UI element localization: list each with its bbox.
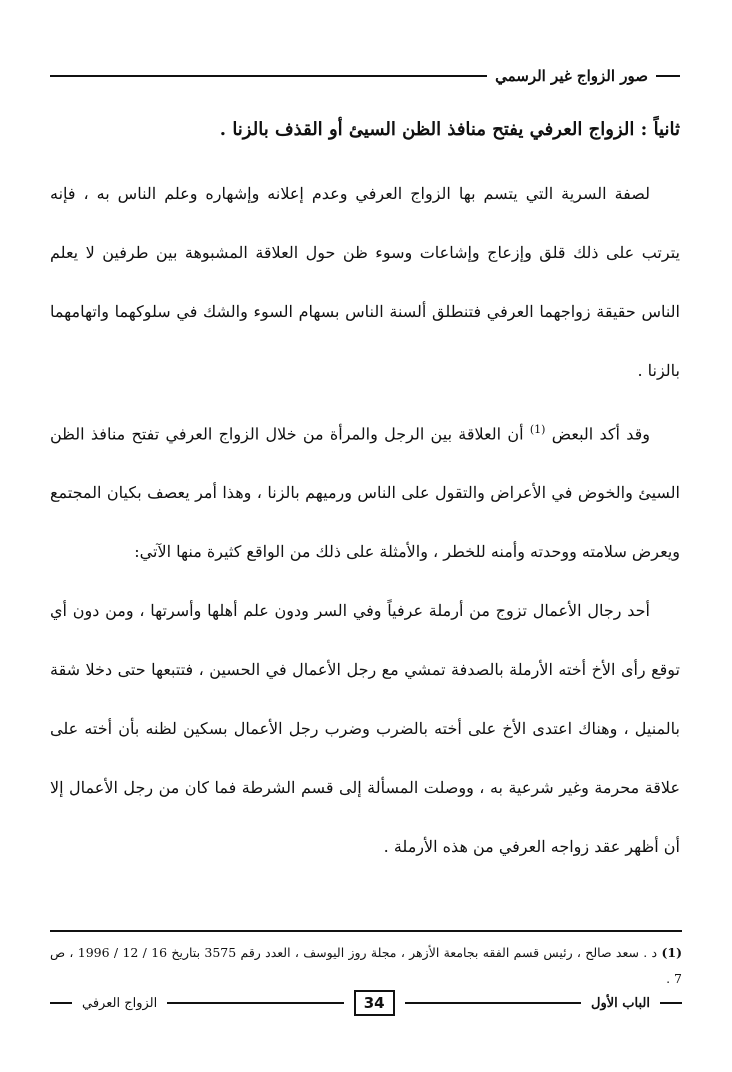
paragraph-1: لصفة السرية التي يتسم بها الزواج العرفي وعدم إعلانه وإشهاره وعلم الناس به ، فإنه يترتب على ذلك قلق وإزعاج وإشاعات وسوء ظن حول العلاقة المشبوهة بين طرفين لا يعلم الناس حقيقة زواجهما العرفي فتنطلق ألسنة الناس بسهام السوء والشك في سلوكهما واتهامهما بالزنا . [50, 184, 680, 380]
header-rule-long [50, 75, 487, 77]
footer-rule-right [660, 1002, 682, 1004]
running-footer [50, 988, 682, 1018]
section-heading: ثانياً : الزواج العرفي يفتح منافذ الظن السيئ أو القذف بالزنا . [219, 119, 680, 140]
page-number: 34 [354, 990, 395, 1016]
footer-rule-left [50, 1002, 72, 1004]
paragraph-3: أحد رجال الأعمال تزوج من أرملة عرفياً وفي السر ودون علم أهلها وأسرتها ، ومن دون أي توقع رأى الأخ أخته الأرملة بالصدفة تمشي مع رجل الأعمال في الحسين ، فتتبعها حتى دخلا شقة بالمنيل ، وهناك اعتدى الأخ على أخته بالضرب وضرب رجل الأعمال بسكين لظنه بأن أخته على علاقة محرمة وغير شرعية به ، ووصلت المسألة إلى قسم الشرطة فما كان من رجل الأعمال إلا أن أظهر عقد زواجه العرفي من هذه الأرملة . [50, 601, 680, 857]
footnote-reference[interactable]: (1) [529, 423, 546, 436]
footer-chapter: الباب الأول [591, 995, 650, 1011]
footnote [50, 940, 682, 992]
body-text [50, 164, 680, 876]
footer-rule-mid-left [167, 1002, 343, 1004]
header-rule-short [656, 75, 680, 77]
paragraph-2-rest: أن العلاقة بين الرجل والمرأة من خلال الزواج العرفي تفتح منافذ الظن السيئ والخوض في الأعراض والتقول على الناس ورميهم بالزنا ، وهذا أمر يعصف بكيان المجتمع ويعرض سلامته ووحدته وأمنه للخطر ، والأمثلة على ذلك من الواقع كثيرة منها الآتي: [50, 424, 680, 562]
footer-book-title: الزواج العرفي [82, 995, 158, 1011]
footer-rule-mid-right [405, 1002, 581, 1004]
footnote-rule [50, 930, 682, 932]
footnote-text: د . سعد صالح ، رئيس قسم الفقه بجامعة الأزهر ، مجلة روز اليوسف ، العدد رقم 3575 بتاريخ 16 / 12 / 1996 ، ص 7 . [50, 945, 682, 986]
paragraph-2-lead: وقد أكد البعض [551, 424, 651, 444]
running-title: صور الزواج غير الرسمي [495, 67, 648, 85]
paragraph-2 [50, 400, 680, 581]
running-header [50, 64, 680, 88]
footnote-number: (1) [661, 945, 682, 960]
